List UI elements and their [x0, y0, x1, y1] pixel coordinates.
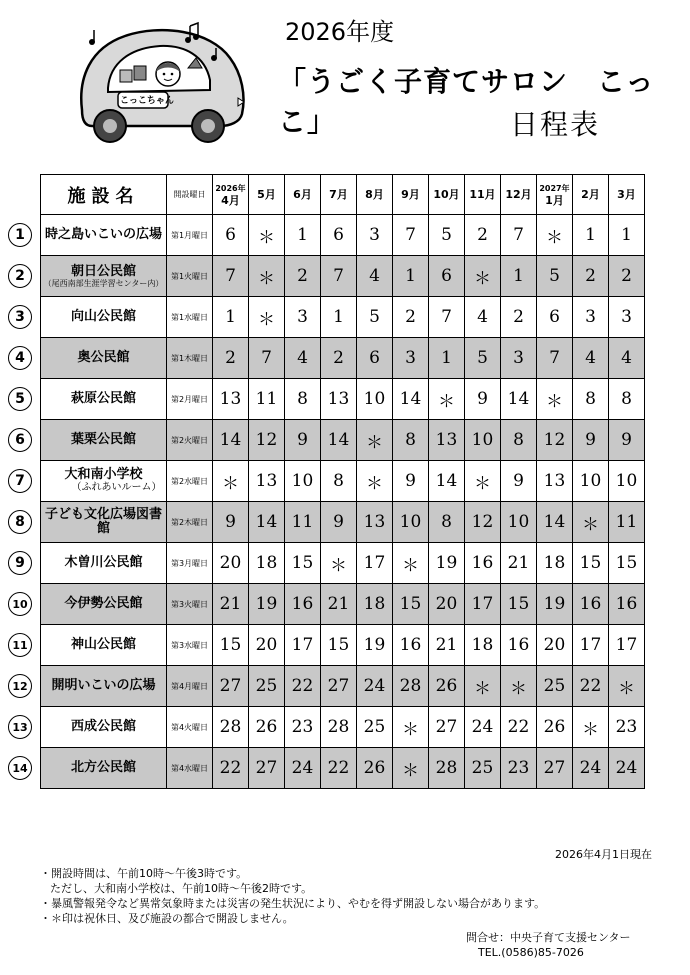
date-cell: 10 — [465, 420, 501, 461]
date-cell: 22 — [573, 666, 609, 707]
date-cell: 14 — [537, 502, 573, 543]
date-cell: 10 — [609, 461, 645, 502]
table-row — [41, 748, 645, 789]
month-header — [285, 175, 321, 215]
date-cell: 3 — [357, 215, 393, 256]
month-header — [357, 175, 393, 215]
month-label: 6月 — [293, 187, 312, 201]
date-cell: 21 — [321, 584, 357, 625]
table-row — [41, 297, 645, 338]
date-cell: 16 — [465, 543, 501, 584]
date-cell: 1 — [213, 297, 249, 338]
date-cell: 8 — [393, 420, 429, 461]
row-number-badge: 12 — [8, 674, 32, 698]
note-line: ・暴風警報発令など異常気象時または災害の発生状況により、やむを得ず開設しない場合があります。 — [40, 897, 546, 910]
date-cell: 27 — [213, 666, 249, 707]
row-number-badge: 3 — [8, 305, 32, 329]
date-cell: 5 — [429, 215, 465, 256]
contact-name: 問合せ：中央子育て支援センター — [466, 931, 631, 944]
table-row — [41, 338, 645, 379]
date-cell: 23 — [609, 707, 645, 748]
table-row — [41, 420, 645, 461]
date-cell: ＊ — [321, 543, 357, 584]
weekday-cell: 第4月曜日 — [167, 666, 213, 707]
date-cell: 16 — [285, 584, 321, 625]
row-number-badge: 10 — [8, 592, 32, 616]
date-cell: 15 — [285, 543, 321, 584]
date-cell: ＊ — [393, 543, 429, 584]
table-row — [41, 461, 645, 502]
date-cell: 11 — [249, 379, 285, 420]
facility-name: 神山公民館 — [70, 637, 136, 652]
car-sign-text: こっこちゃん — [120, 96, 174, 106]
date-cell: 1 — [573, 215, 609, 256]
month-header — [393, 175, 429, 215]
facility-note: （ふれあいルーム） — [71, 482, 162, 493]
date-cell: ＊ — [249, 297, 285, 338]
date-cell: 22 — [213, 748, 249, 789]
date-cell: 27 — [249, 748, 285, 789]
date-cell: 25 — [249, 666, 285, 707]
date-cell: 26 — [357, 748, 393, 789]
date-cell: 27 — [429, 707, 465, 748]
date-cell: 25 — [537, 666, 573, 707]
date-cell: 12 — [465, 502, 501, 543]
date-cell: ＊ — [465, 666, 501, 707]
date-cell: 1 — [501, 256, 537, 297]
facility-name-cell — [41, 707, 167, 748]
facility-name-cell — [41, 379, 167, 420]
date-cell: 28 — [213, 707, 249, 748]
date-cell: 4 — [609, 338, 645, 379]
facility-note: （尾西南部生涯学習センター内） — [43, 278, 164, 288]
facility-name: 子ども文化広場図書館 — [44, 507, 162, 536]
month-label: 11月 — [469, 187, 496, 201]
date-cell: 2 — [609, 256, 645, 297]
date-cell: 23 — [285, 707, 321, 748]
date-cell: 9 — [393, 461, 429, 502]
facility-name: 時之島いこいの広場 — [44, 227, 162, 242]
weekday-cell: 第2火曜日 — [167, 420, 213, 461]
month-label: 1月 — [545, 193, 564, 207]
date-cell: 13 — [537, 461, 573, 502]
month-year-label: 2027年 — [539, 183, 570, 193]
date-cell: 2 — [393, 297, 429, 338]
date-cell: 18 — [465, 625, 501, 666]
date-cell: ＊ — [429, 379, 465, 420]
date-cell: 4 — [465, 297, 501, 338]
date-cell: 3 — [285, 297, 321, 338]
date-cell: 20 — [429, 584, 465, 625]
date-cell: 17 — [609, 625, 645, 666]
date-cell: 3 — [609, 297, 645, 338]
table-header-row — [41, 175, 645, 215]
row-number-badge: 9 — [8, 551, 32, 575]
facility-name: 開明いこいの広場 — [51, 678, 156, 693]
weekday-cell: 第3月曜日 — [167, 543, 213, 584]
date-cell: 9 — [321, 502, 357, 543]
row-number-badge: 1 — [8, 223, 32, 247]
table-row — [41, 256, 645, 297]
table-row — [41, 707, 645, 748]
date-cell: 10 — [573, 461, 609, 502]
date-cell: 13 — [357, 502, 393, 543]
date-cell: 7 — [537, 338, 573, 379]
date-cell: 16 — [573, 584, 609, 625]
contact-tel: TEL.(0586)85-7026 — [478, 946, 584, 959]
weekday-cell: 第2水曜日 — [167, 461, 213, 502]
date-cell: 12 — [537, 420, 573, 461]
table-row — [41, 666, 645, 707]
date-cell: 13 — [213, 379, 249, 420]
facility-name-cell — [41, 256, 167, 297]
date-cell: 14 — [321, 420, 357, 461]
date-cell: 2 — [285, 256, 321, 297]
date-cell: 7 — [393, 215, 429, 256]
date-cell: ＊ — [537, 379, 573, 420]
month-header — [609, 175, 645, 215]
table-row — [41, 502, 645, 543]
month-header — [429, 175, 465, 215]
date-cell: 23 — [501, 748, 537, 789]
date-cell: 17 — [465, 584, 501, 625]
date-cell: 4 — [285, 338, 321, 379]
month-label: 5月 — [257, 187, 276, 201]
date-cell: 14 — [249, 502, 285, 543]
date-cell: 15 — [213, 625, 249, 666]
date-cell: 26 — [537, 707, 573, 748]
date-cell: 24 — [357, 666, 393, 707]
date-cell: 2 — [213, 338, 249, 379]
date-cell: 4 — [357, 256, 393, 297]
month-label: 12月 — [505, 187, 532, 201]
date-cell: 22 — [285, 666, 321, 707]
date-cell: 14 — [393, 379, 429, 420]
weekday-cell: 第2木曜日 — [167, 502, 213, 543]
weekday-column-header: 開設曜日 — [167, 175, 213, 215]
date-cell: 4 — [573, 338, 609, 379]
date-cell: 11 — [609, 502, 645, 543]
row-number-badge: 6 — [8, 428, 32, 452]
date-cell: 3 — [573, 297, 609, 338]
date-cell: 10 — [393, 502, 429, 543]
date-cell: ＊ — [501, 666, 537, 707]
weekday-cell: 第1月曜日 — [167, 215, 213, 256]
page-header — [0, 0, 690, 170]
date-cell: 28 — [321, 707, 357, 748]
date-cell: 7 — [249, 338, 285, 379]
date-cell: 6 — [321, 215, 357, 256]
row-number-badge: 2 — [8, 264, 32, 288]
date-cell: 25 — [357, 707, 393, 748]
facility-name-cell — [41, 420, 167, 461]
date-cell: 5 — [357, 297, 393, 338]
date-cell: 1 — [393, 256, 429, 297]
date-cell: 26 — [429, 666, 465, 707]
facility-name: 今伊勢公民館 — [64, 596, 143, 611]
note-line: ・開設時間は、午前10時～午後3時です。 — [40, 867, 248, 880]
facility-name: 西成公民館 — [70, 719, 136, 734]
date-cell: 6 — [213, 215, 249, 256]
weekday-cell: 第3火曜日 — [167, 584, 213, 625]
row-number-badge: 4 — [8, 346, 32, 370]
date-cell: 9 — [501, 461, 537, 502]
date-cell: 8 — [609, 379, 645, 420]
date-cell: 10 — [285, 461, 321, 502]
date-cell: 3 — [393, 338, 429, 379]
date-cell: 24 — [609, 748, 645, 789]
date-cell: ＊ — [249, 215, 285, 256]
page-subtitle: 日程表 — [510, 108, 601, 141]
date-cell: 13 — [321, 379, 357, 420]
date-cell: 1 — [285, 215, 321, 256]
note-line: ・＊印は祝休日、及び施設の都合で開設しません。 — [40, 912, 294, 925]
facility-name: 木曽川公民館 — [64, 555, 143, 570]
date-cell: 7 — [213, 256, 249, 297]
date-cell: 8 — [285, 379, 321, 420]
contact-info — [466, 930, 631, 960]
date-cell: 2 — [465, 215, 501, 256]
date-cell: 9 — [465, 379, 501, 420]
month-header — [573, 175, 609, 215]
date-cell: 7 — [429, 297, 465, 338]
month-label: 2月 — [581, 187, 600, 201]
date-cell: 15 — [393, 584, 429, 625]
date-cell: 15 — [609, 543, 645, 584]
date-cell: 9 — [213, 502, 249, 543]
date-cell: 15 — [321, 625, 357, 666]
date-cell: ＊ — [465, 461, 501, 502]
date-cell: 1 — [609, 215, 645, 256]
facility-name-cell — [41, 338, 167, 379]
date-cell: 28 — [393, 666, 429, 707]
table-body — [41, 215, 645, 789]
weekday-cell: 第1火曜日 — [167, 256, 213, 297]
row-number-badge: 11 — [8, 633, 32, 657]
facility-name-cell — [41, 502, 167, 543]
date-cell: 19 — [357, 625, 393, 666]
month-header — [249, 175, 285, 215]
date-cell: 14 — [501, 379, 537, 420]
date-cell: 25 — [465, 748, 501, 789]
month-header — [465, 175, 501, 215]
date-cell: 10 — [357, 379, 393, 420]
date-cell: 2 — [501, 297, 537, 338]
row-number-badge: 5 — [8, 387, 32, 411]
facility-name-cell — [41, 297, 167, 338]
date-cell: 8 — [321, 461, 357, 502]
date-cell: 6 — [537, 297, 573, 338]
date-cell: ＊ — [393, 748, 429, 789]
date-cell: 20 — [537, 625, 573, 666]
date-cell: 14 — [213, 420, 249, 461]
date-cell: 19 — [429, 543, 465, 584]
facility-name: 大和南小学校 — [64, 467, 143, 482]
facility-name-cell — [41, 543, 167, 584]
weekday-cell: 第4水曜日 — [167, 748, 213, 789]
note-line: ただし、大和南小学校は、午前10時～午後2時です。 — [50, 882, 313, 895]
date-cell: ＊ — [537, 215, 573, 256]
date-cell: 2 — [573, 256, 609, 297]
date-cell: 9 — [573, 420, 609, 461]
date-cell: 18 — [357, 584, 393, 625]
facility-name: 北方公民館 — [70, 760, 136, 775]
table-row — [41, 215, 645, 256]
date-cell: 17 — [357, 543, 393, 584]
weekday-cell: 第1水曜日 — [167, 297, 213, 338]
date-cell: 20 — [249, 625, 285, 666]
date-cell: 21 — [501, 543, 537, 584]
date-cell: 18 — [537, 543, 573, 584]
month-header — [213, 175, 249, 215]
date-cell: 16 — [393, 625, 429, 666]
date-cell: 10 — [501, 502, 537, 543]
date-cell: 17 — [573, 625, 609, 666]
date-cell: 26 — [249, 707, 285, 748]
row-number-badge: 8 — [8, 510, 32, 534]
weekday-cell: 第3水曜日 — [167, 625, 213, 666]
date-cell: 8 — [573, 379, 609, 420]
date-cell: ＊ — [573, 707, 609, 748]
month-label: 8月 — [365, 187, 384, 201]
facility-column-header: 施設名 — [41, 175, 167, 215]
table-row — [41, 584, 645, 625]
facility-name-cell — [41, 625, 167, 666]
weekday-cell: 第2月曜日 — [167, 379, 213, 420]
date-cell: 11 — [285, 502, 321, 543]
month-label: 9月 — [401, 187, 420, 201]
date-cell: ＊ — [393, 707, 429, 748]
date-cell: 16 — [609, 584, 645, 625]
date-cell: 8 — [429, 502, 465, 543]
date-cell: ＊ — [357, 461, 393, 502]
date-cell: 24 — [573, 748, 609, 789]
row-number-badge: 14 — [8, 756, 32, 780]
date-cell: 20 — [213, 543, 249, 584]
month-label: 4月 — [221, 193, 240, 207]
date-cell: 17 — [285, 625, 321, 666]
date-cell: 9 — [609, 420, 645, 461]
date-cell: 28 — [429, 748, 465, 789]
date-cell: ＊ — [357, 420, 393, 461]
weekday-cell: 第1木曜日 — [167, 338, 213, 379]
weekday-cell: 第4火曜日 — [167, 707, 213, 748]
table-row — [41, 379, 645, 420]
date-cell: 14 — [429, 461, 465, 502]
date-cell: 22 — [501, 707, 537, 748]
notes-list — [40, 866, 545, 926]
date-cell: 7 — [501, 215, 537, 256]
date-cell: 15 — [573, 543, 609, 584]
date-cell: 9 — [285, 420, 321, 461]
facility-name: 奥公民館 — [77, 350, 130, 365]
car-illustration-icon — [70, 18, 250, 148]
month-label: 10月 — [433, 187, 460, 201]
page-title: 「うごく子育てサロン こっこ」 — [278, 65, 655, 138]
month-label: 3月 — [617, 187, 636, 201]
date-cell: 21 — [213, 584, 249, 625]
date-cell: 18 — [249, 543, 285, 584]
date-cell: 6 — [429, 256, 465, 297]
date-cell: 19 — [537, 584, 573, 625]
as-of-date: 2026年4月1日現在 — [555, 848, 652, 861]
facility-name: 向山公民館 — [70, 309, 136, 324]
year-title: 2026年度 — [285, 18, 395, 46]
schedule-table — [40, 174, 645, 789]
date-cell: 19 — [249, 584, 285, 625]
date-cell: 12 — [249, 420, 285, 461]
date-cell: 15 — [501, 584, 537, 625]
date-cell: ＊ — [249, 256, 285, 297]
facility-name: 朝日公民館 — [70, 263, 136, 279]
facility-name-cell — [41, 215, 167, 256]
month-header — [501, 175, 537, 215]
table-row — [41, 625, 645, 666]
date-cell: 5 — [465, 338, 501, 379]
date-cell: 1 — [321, 297, 357, 338]
date-cell: 5 — [537, 256, 573, 297]
date-cell: ＊ — [213, 461, 249, 502]
facility-name-cell — [41, 748, 167, 789]
table-row — [41, 543, 645, 584]
date-cell: 13 — [429, 420, 465, 461]
month-header — [537, 175, 573, 215]
month-header — [321, 175, 357, 215]
facility-name-cell — [41, 666, 167, 707]
facility-name: 萩原公民館 — [70, 391, 136, 406]
row-number-badge: 7 — [8, 469, 32, 493]
row-number-badge: 13 — [8, 715, 32, 739]
month-year-label: 2026年 — [215, 183, 246, 193]
date-cell: ＊ — [465, 256, 501, 297]
date-cell: 24 — [465, 707, 501, 748]
date-cell: 3 — [501, 338, 537, 379]
date-cell: 7 — [321, 256, 357, 297]
date-cell: 13 — [249, 461, 285, 502]
date-cell: 22 — [321, 748, 357, 789]
date-cell: ＊ — [609, 666, 645, 707]
date-cell: 21 — [429, 625, 465, 666]
month-label: 7月 — [329, 187, 348, 201]
date-cell: 1 — [429, 338, 465, 379]
date-cell: 6 — [357, 338, 393, 379]
date-cell: ＊ — [573, 502, 609, 543]
date-cell: 8 — [501, 420, 537, 461]
date-cell: 27 — [321, 666, 357, 707]
date-cell: 27 — [537, 748, 573, 789]
facility-name: 葉栗公民館 — [70, 432, 136, 447]
facility-name-cell — [41, 584, 167, 625]
facility-name-cell — [41, 461, 167, 502]
date-cell: 2 — [321, 338, 357, 379]
date-cell: 24 — [285, 748, 321, 789]
date-cell: 16 — [501, 625, 537, 666]
